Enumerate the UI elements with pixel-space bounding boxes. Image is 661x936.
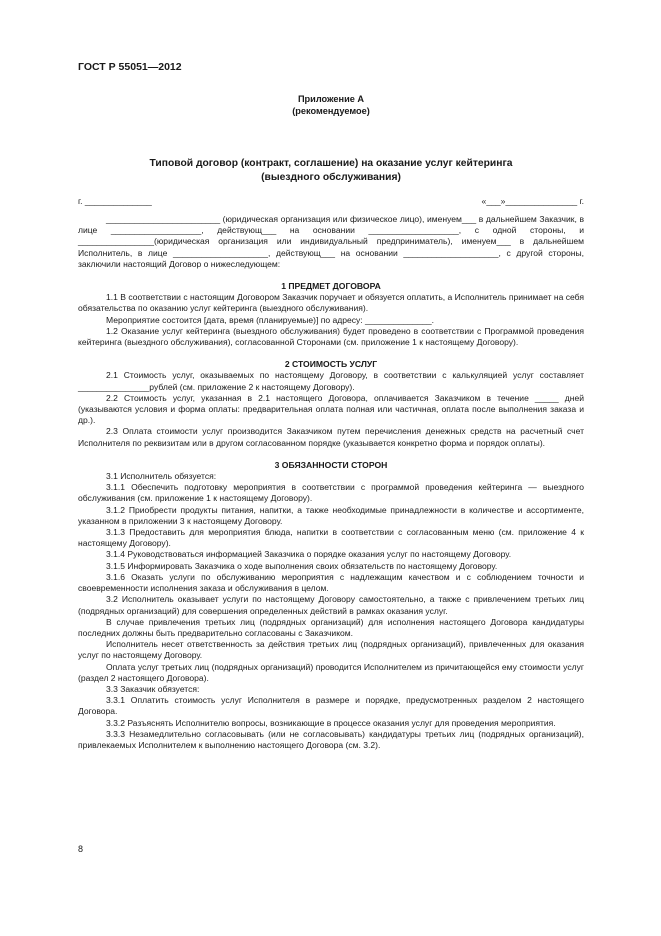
paragraph-3-3: 3.3 Заказчик обязуется:: [106, 683, 200, 694]
standard-header: ГОСТ Р 55051—2012: [78, 61, 182, 73]
paragraph-3-3-1: 3.3.1 Оплатить стоимость услуг Исполнителя в размере и порядке, предусмотренных разделом 2 настоящего Договора.: [78, 695, 584, 717]
section-1-title: 1 ПРЕДМЕТ ДОГОВОРА: [281, 281, 381, 292]
paragraph-3-3-3: 3.3.3 Незамедлительно согласовывать (или не согласовывать) кандидатуры третьих лиц (подрядных организаций), привлекаемых Исполнителем к выполнению настоящего Договора (см. 3.2).: [78, 728, 584, 750]
contract-body: [78, 214, 584, 751]
paragraph-3-1-4: 3.1.4 Руководствоваться информацией Заказчика о порядке оказания услуг по настоящему Договору.: [106, 549, 512, 560]
paragraph-2-3: 2.3 Оплата стоимости услуг производится Заказчиком путем перечисления денежных средств на расчетный счет Исполнителя по реквизитам или в другом согласованном порядке (указывается конкретно форма и порядок оплаты).: [78, 426, 584, 448]
intro-paragraph: ________________________ (юридическая организация или физическое лицо), именуем___ в дальнейшем Заказчик, в лице ___________________, действующ___ на основании ___________________, с одной стороны, и ________________(юридическая организация или индивидуальный предприниматель), именуем___ в дальнейшем Исполнитель, в лице ____________________, действующ___ на основании ____________________, с другой стороны, заключили настоящий Договор о нижеследующем:: [78, 214, 584, 269]
section-3-title: 3 ОБЯЗАННОСТИ СТОРОН: [274, 459, 388, 470]
paragraph-3-2-payment: Оплата услуг третьих лиц (подрядных организаций) проводится Исполнителем из причитающейся ему стоимости услуг (раздел 2 настоящего Договора).: [78, 661, 584, 683]
city-field: г. ______________: [78, 196, 152, 206]
paragraph-1-2: 1.2 Оказание услуг кейтеринга (выездного обслуживания) будет проведено в соответствии с Программой проведения кейтеринга (выездного обслуживания), согласованной Сторонами (см. приложение 1 к настоящему Договору).: [78, 325, 584, 348]
paragraph-3-1-5: 3.1.5 Информировать Заказчика о ходе выполнения своих обязательств по настоящему Договору.: [106, 560, 498, 571]
paragraph-2-1: 2.1 Стоимость услуг, оказываемых по настоящему Договору, в соответствии с калькуляцией услуг составляет _______________рублей (см. приложение 2 к настоящему Договору).: [78, 370, 584, 392]
paragraph-3-2: 3.2 Исполнитель оказывает услуги по настоящему Договору самостоятельно, а также с привлечением третьих лиц (подрядных организаций) для совершения определенных действий в рамках оказания услуг.: [78, 594, 584, 616]
annex-status: (рекомендуемое): [292, 106, 370, 116]
page-number: 8: [78, 844, 84, 854]
paragraph-1-1-event: Мероприятие состоится [дата, время (планируемые)] по адресу: ______________.: [106, 314, 434, 325]
date-field: «___»_______________ г.: [481, 196, 584, 206]
document-title: Типовой договор (контракт, соглашение) на оказание услуг кейтеринга: [149, 158, 513, 169]
section-2-title: 2 СТОИМОСТЬ УСЛУГ: [284, 359, 378, 370]
paragraph-2-2: 2.2 Стоимость услуг, указанная в 2.1 настоящего Договора, оплачивается Заказчиком в течение _____ дней (указываются условия и форма оплаты: предварительная оплата полная или частичная, оплата после выполнения заказа и др.).: [78, 392, 584, 426]
paragraph-3-2-liability: Исполнитель несет ответственность за действия третьих лиц (подрядных организаций), привлеченных для оказания услуг по настоящему Договору.: [78, 639, 584, 661]
paragraph-1-1: 1.1 В соответствии с настоящим Договором Заказчик поручает и обязуется оплатить, а Исполнитель принимает на себя обязательства по оказанию услуг кейтеринга (выездного обслуживания).: [78, 292, 585, 314]
annex-title: Приложение А: [297, 94, 365, 104]
document-title-line2: (выездного обслуживания): [261, 172, 401, 183]
paragraph-3-1-2: 3.1.2 Приобрести продукты питания, напитки, а также необходимые принадлежности в количестве и ассортименте, указанном в приложении 3 к настоящему Договору.: [78, 504, 584, 526]
paragraph-3-1: 3.1 Исполнитель обязуется:: [106, 471, 217, 482]
paragraph-3-1-1: 3.1.1 Обеспечить подготовку мероприятия в соответствии с программой проведения кейтеринга — выездного обслуживания (см. приложение 1 к настоящему Договору).: [78, 482, 584, 504]
paragraph-3-1-3: 3.1.3 Предоставить для мероприятия блюда, напитки в соответствии с согласованным меню (см. приложение 4 к настоящему Договору).: [78, 527, 584, 549]
paragraph-3-3-2: 3.3.2 Разъяснять Исполнителю вопросы, возникающие в процессе оказания услуг для проведения мероприятия.: [106, 717, 556, 728]
paragraph-3-1-6: 3.1.6 Оказать услуги по обслуживанию мероприятия с надлежащим качеством и с соблюдением точности и своевременности исполнения заказа и обслуживания в целом.: [78, 571, 584, 594]
paragraph-3-2-subcontractors: В случае привлечения третьих лиц (подрядных организаций) для исполнения настоящего Договора кандидатуры последних должны быть предварительно согласованы с Заказчиком.: [78, 616, 584, 638]
